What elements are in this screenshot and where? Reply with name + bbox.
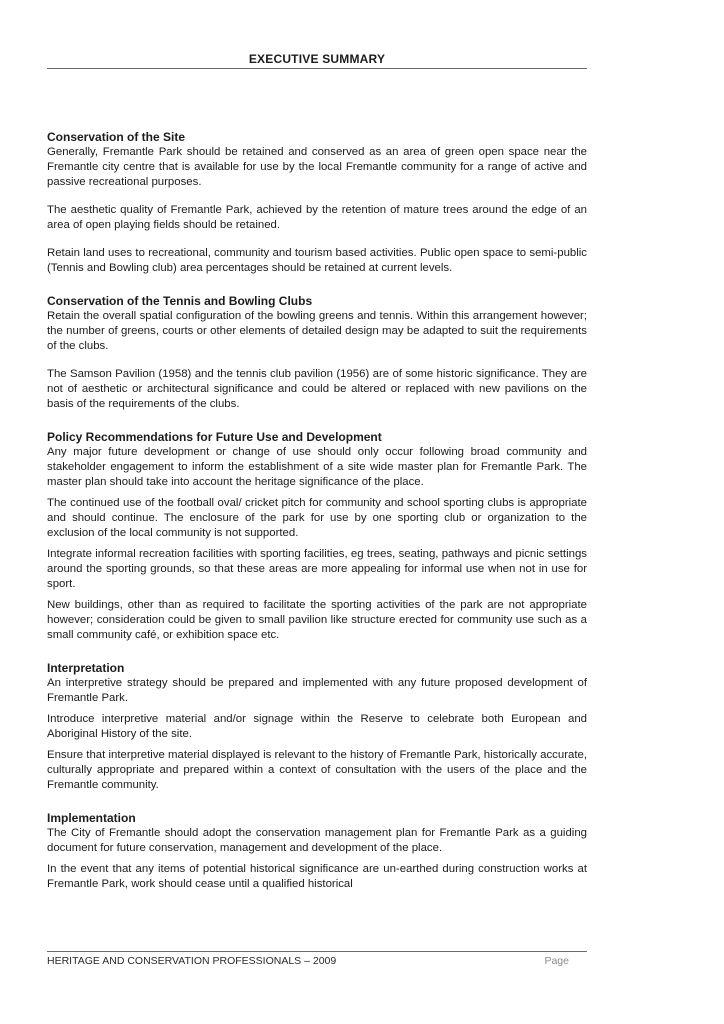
footer-publisher: HERITAGE AND CONSERVATION PROFESSIONALS – 2009 [47,955,337,967]
paragraph: Retain the overall spatial configuration of the bowling greens and tennis. Within this arrangement however; the number of greens, courts or other elements of detailed design may be adapted to suit the requirements of the clubs. [47,310,587,352]
paragraph: An interpretive strategy should be prepared and implemented with any future proposed development of Fremantle Park. [47,677,587,704]
paragraph: Introduce interpretive material and/or signage within the Reserve to celebrate both European and Aboriginal History of the site. [47,713,587,740]
section-title: Conservation of the Tennis and Bowling Clubs [47,294,313,308]
page-header: EXECUTIVE SUMMARY [248,52,386,66]
paragraph: New buildings, other than as required to facilitate the sporting activities of the park are not appropriate however; consideration could be given to small pavilion like structure erected for community use such as a small community café, or exhibition space etc. [47,599,587,641]
section-implementation [47,810,587,892]
paragraph: Any major future development or change of use should only occur following broad community and stakeholder engagement to inform the establishment of a site wide master plan for Fremantle Park. The master plan should take into account the heritage significance of the place. [47,446,587,488]
paragraph: The City of Fremantle should adopt the conservation management plan for Fremantle Park as a guiding document for future conservation, management and development of the place. [47,827,587,854]
section-policy-recommendations [47,429,587,643]
paragraph: Retain land uses to recreational, community and tourism based activities. Public open space to semi-public (Tennis and Bowling club) area percentages should be retained at current levels. [47,247,587,274]
section-title: Implementation [47,811,136,825]
section-title: Policy Recommendations for Future Use and Development [47,430,382,444]
section-title: Interpretation [47,661,125,675]
paragraph: Ensure that interpretive material displayed is relevant to the history of Fremantle Park, historically accurate, culturally appropriate and prepared within a context of consultation with the users of the place and the Fremantle community. [47,749,587,791]
paragraph: Integrate informal recreation facilities with sporting facilities, eg trees, seating, pathways and picnic settings around the sporting grounds, so that these areas are more appealing for informal use when not in use for sport. [47,548,587,590]
paragraph: Generally, Fremantle Park should be retained and conserved as an area of green open space near the Fremantle city centre that is available for use by the local Fremantle community for a range of active and passive recreational purposes. [47,146,587,188]
header-rule [47,68,587,69]
section-conservation-of-site [47,129,587,276]
footer-rule [47,951,587,952]
paragraph: In the event that any items of potential historical significance are un-earthed during construction works at Fremantle Park, work should cease until a qualified historical [47,863,587,890]
paragraph: The Samson Pavilion (1958) and the tennis club pavilion (1956) are of some historic significance. They are not of aesthetic or architectural significance and could be altered or replaced with new pavilions on the basis of the requirements of the clubs. [47,368,587,410]
section-tennis-bowling-clubs [47,293,587,412]
section-title: Conservation of the Site [47,130,186,144]
paragraph: The continued use of the football oval/ cricket pitch for community and school sporting clubs is appropriate and should continue. The enclosure of the park for use by one sporting club or organization to the exclusion of the local community is not supported. [47,497,587,539]
paragraph: The aesthetic quality of Fremantle Park, achieved by the retention of mature trees around the edge of an area of open playing fields should be retained. [47,204,587,231]
section-interpretation [47,660,587,793]
document-body [47,129,587,892]
footer-page-label: Page [544,955,569,967]
